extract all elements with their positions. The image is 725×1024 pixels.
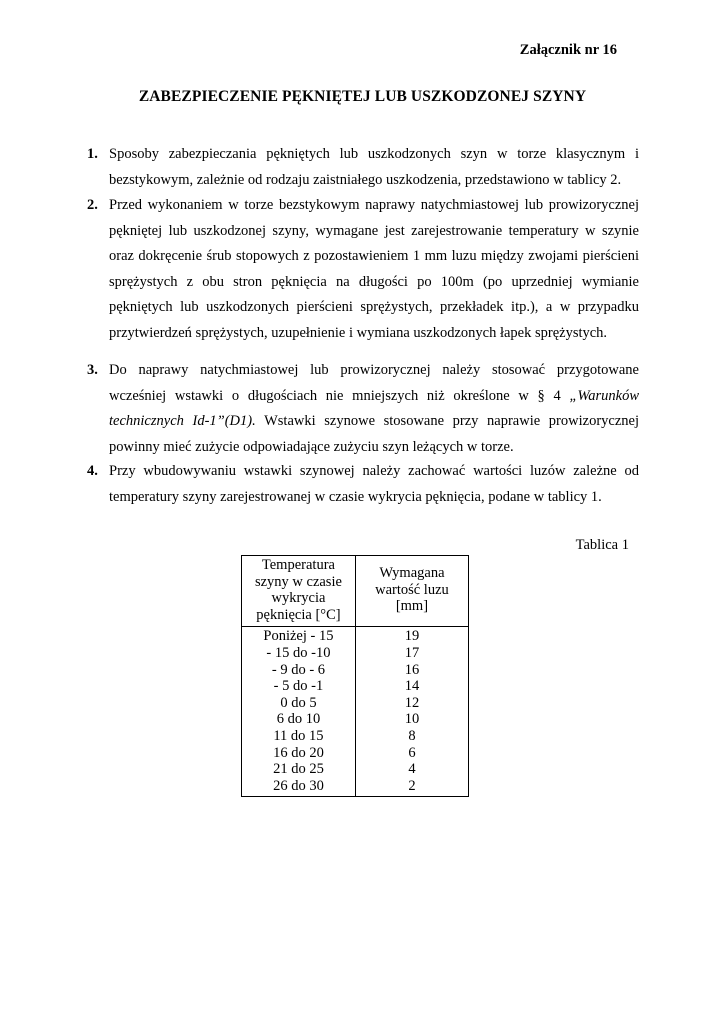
temperature-range-column [242,627,356,797]
table-cell: 0 do 5 [280,694,317,711]
table-cell: - 5 do -1 [273,678,324,695]
table-header-clearance: Wymagana wartość luzu [mm] [355,556,468,627]
table-cell: 17 [404,644,420,661]
table-cell: 19 [404,628,420,645]
table-cell: 6 do 10 [276,711,321,728]
table-cell: 8 [408,727,416,744]
reference-italic: „Warunków technicznych Id-1”(D1). [109,387,639,429]
table-cell: 4 [408,761,416,778]
table-cell: 26 do 30 [273,777,324,794]
list-item-text [109,358,639,460]
table-cell: 16 [404,661,420,678]
table-cell: Poniżej - 15 [263,628,334,645]
list-item [87,142,639,193]
table-cell: - 9 do - 6 [271,661,326,678]
table-cell: 14 [404,678,420,695]
table-cell: 10 [404,711,420,728]
list-item-text: Sposoby zabezpieczania pękniętych lub uszkodzonych szyn w torze klasycznym i bezstykowym, zależnie od rodzaju zaistniałego uszkodzenia, przedstawiono w tablicy 2. [109,146,639,188]
table-cell: 16 do 20 [273,744,324,761]
table-cell: 6 [408,744,416,761]
annex-label: Załącznik nr 16 [519,42,617,58]
document-title: ZABEZPIECZENIE PĘKNIĘTEJ LUB USZKODZONEJ SZYNY [138,88,587,105]
list-item [87,459,639,510]
clearance-table [241,555,469,797]
list-item-text: Przed wykonaniem w torze bezstykowym naprawy natychmiastowej lub prowizorycznej pękniętej lub uszkodzonej szyny, wymagane jest zarejestrowanie temperatury w szynie oraz dokręcenie śrub stopowych z pozostawieniem 1 mm luzu między zwojami pierścieni sprężystych z obu stron pęknięcia na długości po 100m (po uprzedniej wymianie pękniętych lub uszkodzonych pierścieni sprężystych, przekładek itp.), a w przypadku przytwierdzeń sprężystych, uzupełnienie i wymiana uszkodzonych łapek sprężystych. [109,197,639,341]
list-item-text: Przy wbudowywaniu wstawki szynowej należy zachować wartości luzów zależne od temperatury szyny zarejestrowanej w czasie wykrycia pęknięcia, podane w tablicy 1. [109,463,639,505]
list-item-text-part: Do naprawy natychmiastowej lub prowizorycznej należy stosować przygotowane wcześniej wstawki o długościach nie mniejszych niż określone w § 4 [109,362,639,404]
clearance-value-column [355,627,468,797]
list-item-number: 2. [87,197,98,213]
table-cell: 2 [408,777,416,794]
table-cell: 11 do 15 [273,727,324,744]
table-cell: 21 do 25 [273,761,324,778]
list-item [87,358,639,460]
table-caption: Tablica 1 [575,537,629,553]
list-item [87,193,639,346]
table-cell: - 15 do -10 [266,644,331,661]
list-item-number: 4. [87,463,98,479]
table-header-temperature: Temperatura szyny w czasie wykrycia pęknięcia [°C] [242,556,356,627]
table-cell: 12 [404,694,420,711]
list-item-number: 3. [87,362,98,378]
list-item-text-part: Wstawki szynowe stosowane przy naprawie prowizorycznej powinny mieć zużycie odpowiadające zużyciu szyn leżących w torze. [109,413,639,455]
list-item-number: 1. [87,146,98,162]
